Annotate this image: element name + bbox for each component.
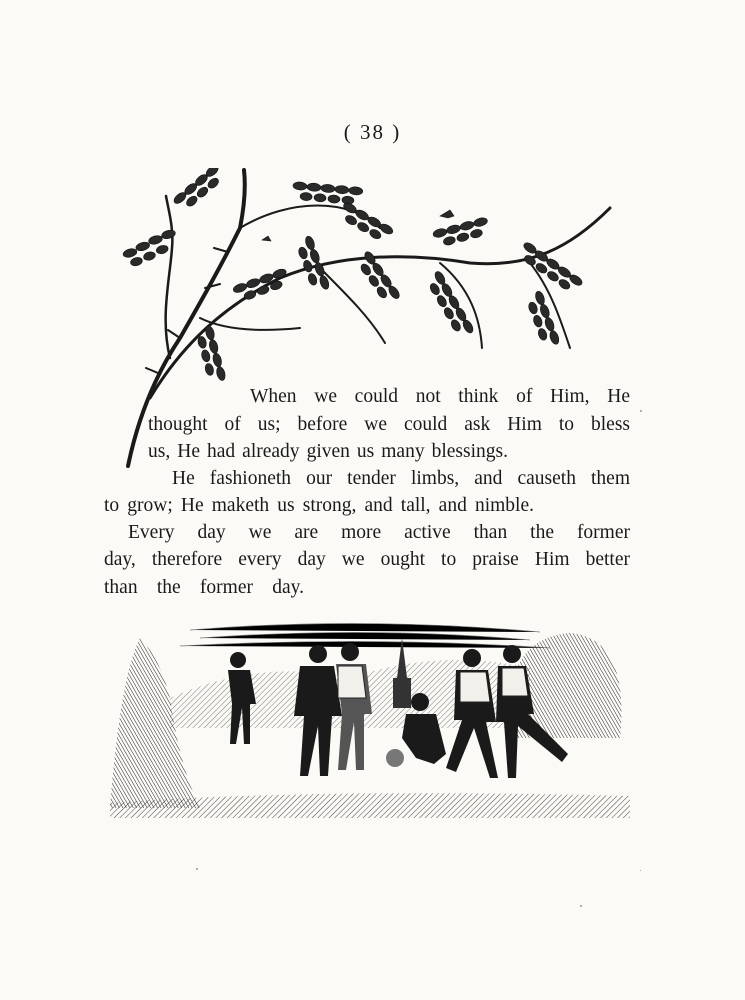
text-line-7: day, therefore every day we ought to praise Him better bbox=[104, 549, 630, 570]
text-line-4: He fashioneth our tender limbs, and causeth them bbox=[172, 468, 630, 489]
page-number: ( 38 ) bbox=[343, 120, 402, 144]
text-line-3: us, He had already given us many blessings. bbox=[148, 441, 508, 462]
boys-playing-football-illustration bbox=[110, 618, 630, 818]
text-line-5: to grow; He maketh us strong, and tall, and nimble. bbox=[104, 495, 534, 516]
text-line-6: Every day we are more active than the former bbox=[128, 522, 630, 543]
text-line-1: When we could not think of Him, He bbox=[250, 386, 630, 407]
text-line-8: than the former day. bbox=[104, 577, 304, 598]
text-line-2: thought of us; before we could ask Him to bless bbox=[148, 414, 630, 435]
